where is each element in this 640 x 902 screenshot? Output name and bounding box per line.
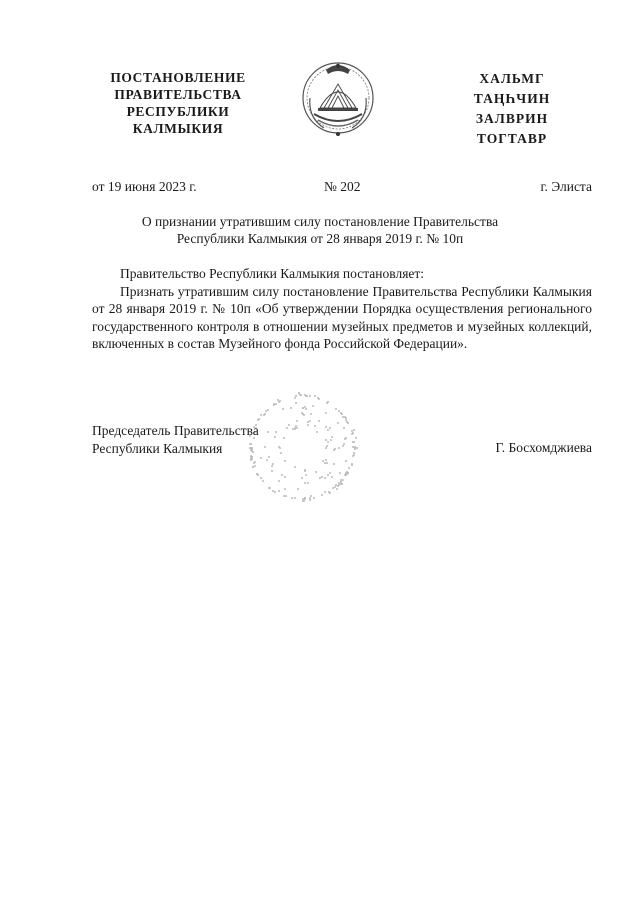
stamp-dot bbox=[351, 430, 353, 432]
stamp-dot bbox=[302, 500, 304, 502]
stamp-dot bbox=[309, 499, 311, 501]
signature-position-line: Председатель Правительства bbox=[92, 423, 259, 438]
stamp-dot bbox=[309, 497, 311, 499]
stamp-dot bbox=[306, 395, 308, 397]
stamp-dot bbox=[305, 408, 307, 410]
stamp-dot bbox=[283, 495, 285, 497]
header-russian bbox=[98, 69, 258, 137]
stamp-dot bbox=[304, 482, 306, 484]
stamp-dot bbox=[267, 409, 269, 411]
stamp-dot bbox=[275, 403, 277, 405]
stamp-dot bbox=[260, 457, 262, 459]
stamp-dot bbox=[353, 429, 355, 431]
stamp-dot bbox=[314, 395, 316, 397]
stamp-dot bbox=[333, 463, 335, 465]
stamp-dot bbox=[336, 488, 338, 490]
header-kalmyk bbox=[452, 69, 572, 149]
stamp-dot bbox=[338, 447, 340, 449]
stamp-dot bbox=[260, 477, 262, 479]
stamp-dot bbox=[342, 445, 344, 447]
stamp-dot bbox=[303, 414, 305, 416]
signature-position bbox=[92, 422, 332, 457]
stamp-dot bbox=[301, 477, 303, 479]
stamp-dot bbox=[282, 408, 284, 410]
stamp-dot bbox=[348, 467, 350, 469]
stamp-dot bbox=[328, 491, 330, 493]
stamp-dot bbox=[327, 401, 329, 403]
stamp-dot bbox=[315, 471, 317, 473]
stamp-dot bbox=[321, 494, 323, 496]
stamp-dot bbox=[319, 477, 321, 479]
stamp-dot bbox=[325, 412, 327, 414]
stamp-dot bbox=[291, 497, 293, 499]
stamp-dot bbox=[295, 402, 297, 404]
stamp-dot bbox=[327, 474, 329, 476]
stamp-dot bbox=[337, 422, 339, 424]
header-left-line: РЕСПУБЛИКИ bbox=[126, 104, 230, 119]
stamp-dot bbox=[271, 470, 273, 472]
stamp-dot bbox=[324, 462, 326, 464]
stamp-dot bbox=[294, 497, 296, 499]
stamp-dot bbox=[324, 491, 326, 493]
header-right-line: ТОГТАВР bbox=[476, 131, 548, 146]
stamp-dot bbox=[307, 482, 309, 484]
stamp-dot bbox=[290, 407, 292, 409]
stamp-dot bbox=[352, 455, 354, 457]
stamp-dot bbox=[356, 447, 358, 449]
stamp-dot bbox=[278, 490, 280, 492]
stamp-dot bbox=[309, 395, 311, 397]
header-left-line: ПОСТАНОВЛЕНИЕ bbox=[110, 70, 246, 85]
stamp-dot bbox=[313, 497, 315, 499]
stamp-dot bbox=[329, 472, 331, 474]
stamp-dot bbox=[343, 427, 345, 429]
stamp-dot bbox=[324, 477, 326, 479]
stamp-dot bbox=[304, 497, 306, 499]
stamp-dot bbox=[305, 474, 307, 476]
stamp-dot bbox=[344, 416, 346, 418]
stamp-dot bbox=[272, 463, 274, 465]
stamp-dot bbox=[338, 410, 340, 412]
body-paragraph: Признать утратившим силу постановление Правительства Республики Калмыкия от 28 января 2019 г. № 10п «Об утверждении Порядка осуществления регионального государственного контроля в отношении музейных предметов и музейных коллекций, включенных в состав Музейного фонда Российской Федерации». bbox=[92, 283, 592, 351]
stamp-dot bbox=[266, 459, 268, 461]
stamp-dot bbox=[344, 474, 346, 476]
stamp-dot bbox=[269, 487, 271, 489]
stamp-dot bbox=[284, 488, 286, 490]
stamp-dot bbox=[278, 480, 280, 482]
stamp-dot bbox=[297, 488, 299, 490]
stamp-dot bbox=[332, 487, 334, 489]
stamp-dot bbox=[339, 472, 341, 474]
stamp-dot bbox=[250, 458, 252, 460]
stamp-dot bbox=[271, 465, 273, 467]
stamp-dot bbox=[347, 422, 349, 424]
stamp-dot bbox=[294, 466, 296, 468]
stamp-dot bbox=[338, 482, 340, 484]
signature-position-line: Республики Калмыкия bbox=[92, 440, 223, 456]
stamp-dot bbox=[294, 397, 296, 399]
stamp-dot bbox=[284, 460, 286, 462]
stamp-dot bbox=[342, 479, 344, 481]
stamp-dot bbox=[325, 459, 327, 461]
stamp-dot bbox=[351, 464, 353, 466]
stamp-dot bbox=[264, 413, 266, 415]
stamp-dot bbox=[318, 398, 320, 400]
stamp-dot bbox=[281, 474, 283, 476]
signature-name: Г. Босхомджиева bbox=[495, 440, 592, 455]
title-line: Республики Калмыкия от 28 января 2019 г. № 10п bbox=[176, 231, 464, 246]
document-number: № 202 bbox=[324, 179, 361, 194]
stamp-dot bbox=[345, 460, 347, 462]
document-city: г. Элиста bbox=[540, 179, 592, 194]
body-intro: Правительство Республики Калмыкия постановляет: bbox=[120, 266, 425, 281]
header-right-line: ЗАЛВРИН bbox=[475, 111, 549, 126]
stamp-dot bbox=[343, 443, 345, 445]
header-left-line: КАЛМЫКИЯ bbox=[132, 121, 224, 136]
document-meta bbox=[92, 179, 592, 197]
stamp-dot bbox=[262, 480, 264, 482]
stamp-dot bbox=[333, 449, 335, 451]
title-line: О признании утратившим силу постановление Правительства bbox=[141, 214, 499, 229]
document-body bbox=[92, 265, 592, 353]
stamp-dot bbox=[340, 483, 342, 485]
header-right-line: ХАЛЬМГ bbox=[479, 71, 545, 86]
stamp-dot bbox=[284, 476, 286, 478]
stamp-dot bbox=[345, 437, 347, 439]
stamp-dot bbox=[335, 408, 337, 410]
stamp-dot bbox=[341, 413, 343, 415]
coat-of-arms-icon bbox=[300, 58, 376, 140]
stamp-dot bbox=[352, 441, 354, 443]
document-title bbox=[120, 213, 520, 247]
stamp-dot bbox=[274, 491, 276, 493]
stamp-dot bbox=[338, 484, 340, 486]
header-right-line: ТАҢҺЧИН bbox=[473, 91, 551, 106]
stamp-dot bbox=[260, 414, 262, 416]
stamp-dot bbox=[331, 476, 333, 478]
stamp-dot bbox=[355, 437, 357, 439]
stamp-dot bbox=[351, 433, 353, 435]
stamp-dot bbox=[252, 466, 254, 468]
stamp-dot bbox=[310, 413, 312, 415]
header-left-line: ПРАВИТЕЛЬСТВА bbox=[114, 87, 242, 102]
document-date: от 19 июня 2023 г. bbox=[92, 179, 197, 194]
stamp-dot bbox=[300, 394, 302, 396]
stamp-dot bbox=[258, 418, 260, 420]
stamp-dot bbox=[353, 452, 355, 454]
stamp-dot bbox=[312, 405, 314, 407]
